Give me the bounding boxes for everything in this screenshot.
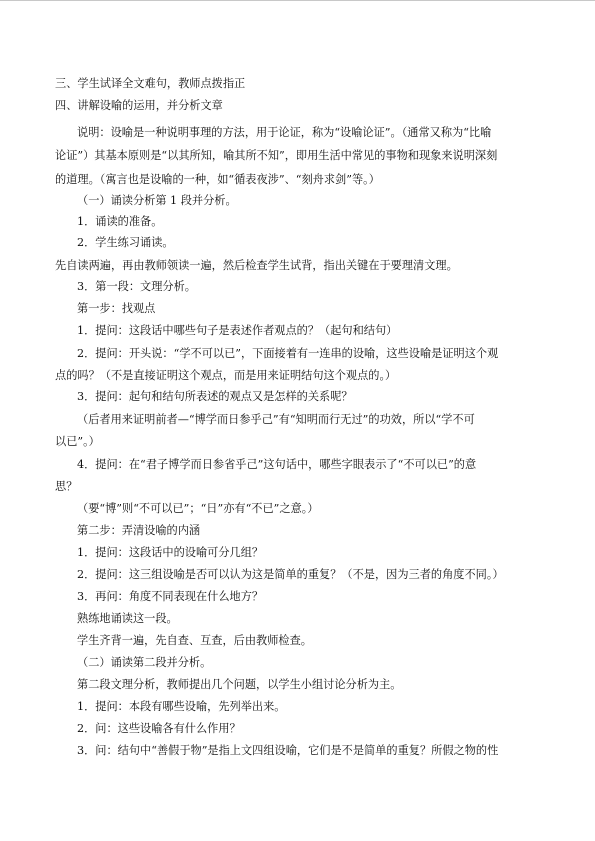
list-item: 1．提问：本段有哪些设喻，先列举出来。 [77, 700, 286, 713]
paragraph-line: （要“博”则“不可以已”；“日”亦有“不已”之意。） [77, 502, 319, 515]
list-item: 3．提问：起句和结句所表述的观点又是怎样的关系呢？ [77, 390, 353, 403]
paragraph-line: 以已”。） [55, 435, 100, 448]
list-item: 2．提问：这三组设喻是否可以认为这是简单的重复？（不是，因为三者的角度不同。） [77, 568, 504, 581]
list-item: 1．提问：这段话中哪些句子是表述作者观点的？（起句和结句） [77, 324, 398, 337]
list-item: 1．提问：这段话中的设喻可分几组？ [77, 546, 264, 559]
paragraph-line: 学生齐背一遍，先自查、互查，后由教师检查。 [77, 634, 312, 647]
list-item: 3．再问：角度不同表现在什么地方？ [77, 590, 264, 603]
step-heading: 第一步：找观点 [77, 302, 156, 315]
paragraph-line: 说明：设喻是一种说明事理的方法，用于论证，称为“设喻论证”。（通常又称为“比喻 [77, 126, 492, 139]
list-item: 2．学生练习诵读。 [77, 236, 174, 249]
section-heading-4: 四、讲解设喻的运用，并分析文章 [55, 99, 223, 112]
paragraph-line: 思？ [55, 480, 78, 493]
section-heading-3: 三、学生试译全文难句，教师点拨指正 [55, 77, 246, 90]
list-item: 1．诵读的准备。 [77, 215, 163, 228]
list-item: 4．提问：在“君子博学而日参省乎己”这句话中，哪些字眼表示了“不可以已”的意 [77, 458, 477, 471]
paragraph-line: 的道理。（寓言也是设喻的一种，如“循表夜涉”、“刻舟求剑”等。） [55, 173, 380, 186]
paragraph-line: （后者用来证明前者—“博学而日参乎己”有“知明而行无过”的功效，所以“学不可 [77, 413, 475, 426]
step-heading: 第二步：弄清设喻的内涵 [77, 524, 201, 537]
paragraph-line: 熟练地诵读这一段。 [77, 612, 178, 625]
list-item: 3．第一段：文理分析。 [77, 280, 196, 293]
paragraph-line: 论证”）其基本原则是“以其所知，喻其所不知”，即用生活中常见的事物和现象来说明深刻 [55, 149, 498, 162]
paragraph-line: 先自读两遍，再由教师领读一遍，然后检查学生试背，指出关键在于要理清文理。 [55, 259, 458, 272]
paragraph-line: 点的吗？（不是直接证明这个观点，而是用来证明结句这个观点的。） [55, 369, 397, 382]
subsection-heading: （一）诵读分析第 1 段并分析。 [77, 194, 237, 207]
list-item: 3．问：结句中“善假于物”是指上文四组设喻，它们是不是简单的重复？所假之物的性 [77, 744, 499, 757]
subsection-heading: （二）诵读第二段并分析。 [77, 656, 212, 669]
list-item: 2．提问：开头说：“学不可以已”，下面接着有一连串的设喻，这些设喻是证明这个观 [77, 347, 499, 360]
paragraph-line: 第二段文理分析，教师提出几个问题，以学生小组讨论分析为主。 [77, 678, 402, 691]
list-item: 2．问：这些设喻各有什么作用？ [77, 722, 241, 735]
